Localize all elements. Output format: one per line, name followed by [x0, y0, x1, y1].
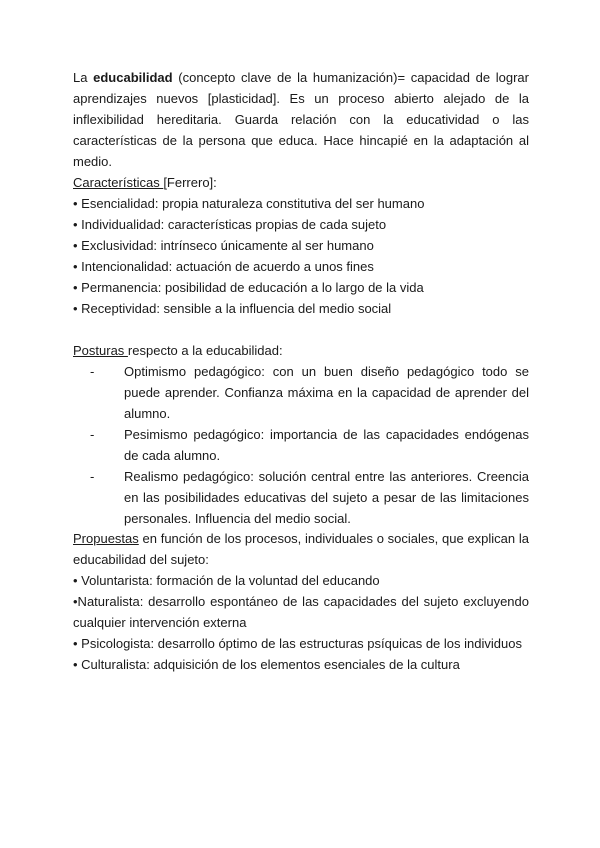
proposals-section [73, 528, 529, 675]
list-item: • Permanencia: posibilidad de educación a lo largo de la vida [73, 280, 424, 295]
list-item: • Receptividad: sensible a la influencia del medio social [73, 301, 392, 316]
dash-marker: - [90, 364, 95, 379]
list-item: • Exclusividad: intrínseco únicamente al ser humano [73, 238, 374, 253]
features-heading-rest: [Ferrero]: [163, 175, 217, 190]
postures-heading-rest: respecto a la educabilidad: [127, 343, 283, 358]
list-item [73, 424, 529, 466]
features-heading-underlined: Características [73, 175, 164, 190]
list-item: •Naturalista: desarrollo espontáneo de las capacidades del sujeto excluyendo cualquier intervención externa [73, 594, 529, 630]
list-item: • Esencialidad: propia naturaleza constitutiva del ser humano [73, 196, 425, 211]
postures-section [73, 340, 529, 529]
proposals-heading [73, 528, 529, 570]
intro-term: educabilidad [93, 70, 173, 85]
list-item [73, 361, 529, 424]
list-item: • Culturalista: adquisición de los elementos esenciales de la cultura [73, 657, 460, 672]
proposals-heading-underlined: Propuestas [73, 531, 139, 546]
list-item: • Psicologista: desarrollo óptimo de las estructuras psíquicas de los individuos [73, 636, 522, 651]
features-section [73, 172, 529, 319]
list-item: • Voluntarista: formación de la voluntad del educando [73, 573, 380, 588]
intro-text: (concepto clave de la humanización)= capacidad de lograr aprendizajes nuevos [plasticidad]. Es un proceso abierto alejado de la inflexibilidad hereditaria. Guarda relación con la educatividad o las características de la persona que educa. Hace hincapié en la adaptación al medio. [73, 70, 529, 169]
intro-lead: La [73, 70, 94, 85]
list-item: • Individualidad: características propias de cada sujeto [73, 217, 387, 232]
list-item-text: Optimismo pedagógico: con un buen diseño pedagógico todo se puede aprender. Confianza máxima en la capacidad de aprender del alumno. [124, 364, 529, 421]
postures-heading-underlined: Posturas [73, 343, 128, 358]
postures-heading [73, 340, 529, 361]
list-item: • Intencionalidad: actuación de acuerdo a unos fines [73, 259, 374, 274]
intro-paragraph [73, 67, 529, 172]
dash-marker: - [90, 427, 95, 442]
list-item [73, 466, 529, 529]
list-item-text: Realismo pedagógico: solución central entre las anteriores. Creencia en las posibilidades educativas del sujeto a pesar de las limitaciones personales. Influencia del medio social. [124, 469, 529, 526]
dash-marker: - [90, 469, 95, 484]
list-item-text: Pesimismo pedagógico: importancia de las capacidades endógenas de cada alumno. [124, 427, 529, 463]
proposals-heading-rest: en función de los procesos, individuales o sociales, que explican la educabilidad del sujeto: [73, 531, 529, 567]
features-heading [73, 172, 529, 193]
